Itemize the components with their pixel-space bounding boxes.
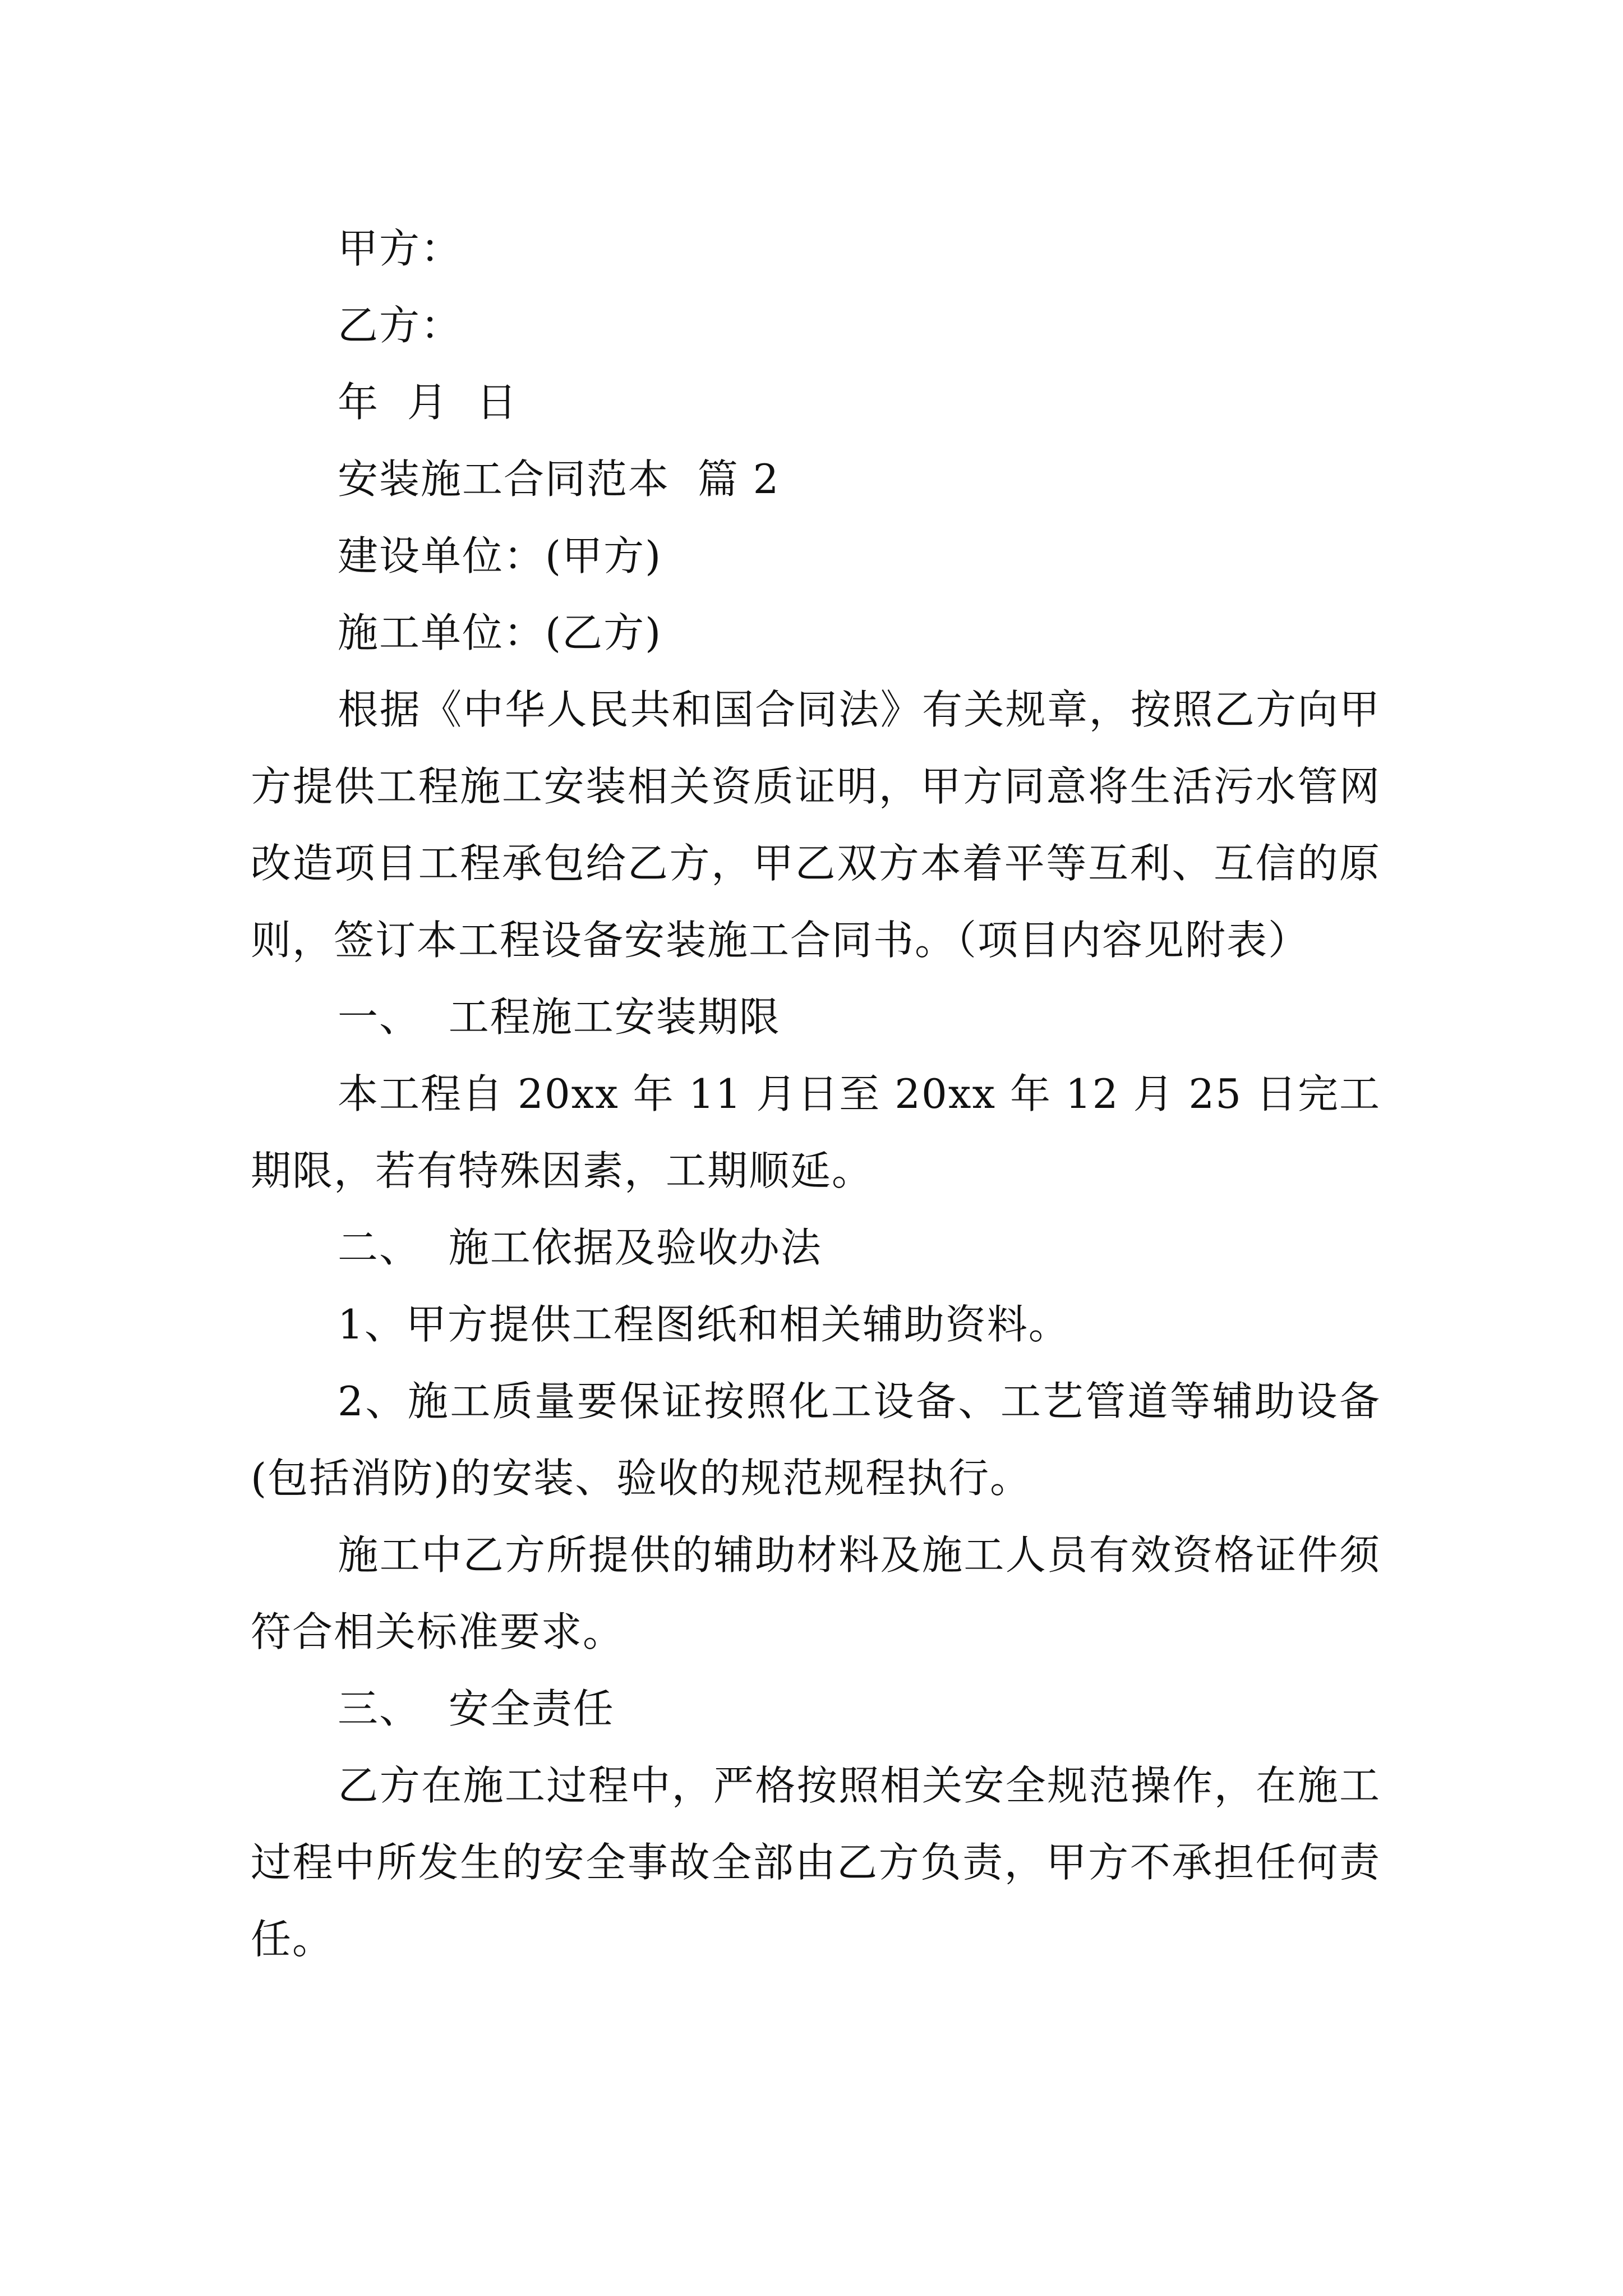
section-1-paragraph bbox=[251, 1056, 1381, 1209]
section-2-title: 二、 施工依据及验收办法 bbox=[338, 1224, 822, 1271]
party-b-label: 乙方： bbox=[338, 302, 463, 349]
section-2-item-2 bbox=[251, 1363, 1381, 1517]
intro-paragraph bbox=[251, 671, 1381, 979]
date-placeholder: 年 月 日 bbox=[338, 379, 518, 426]
section-2-paragraph bbox=[251, 1517, 1381, 1671]
section-3-text: 乙方在施工过程中，严格按照相关安全规范操作，在施工过程中所发生的安全事故全部由乙方负责，甲方不承担任何责任。 bbox=[251, 1762, 1381, 1963]
document-body bbox=[251, 210, 1381, 1978]
section-3-title: 三、 安全责任 bbox=[338, 1685, 615, 1732]
section-2-item-1 bbox=[251, 1286, 1381, 1363]
section-3-paragraph bbox=[251, 1747, 1381, 1978]
party-a-label: 甲方： bbox=[338, 225, 463, 272]
intro-text: 根据《中华人民共和国合同法》有关规章，按照乙方向甲方提供工程施工安装相关资质证明，甲方同意将生活污水管网改造项目工程承包给乙方，甲乙双方本着平等互利、互信的原则，签订本工程设备安装施工合同书。（项目内容见附表） bbox=[251, 686, 1381, 964]
section-2-text: 施工中乙方所提供的辅助材料及施工人员有效资格证件须符合相关标准要求。 bbox=[251, 1531, 1381, 1655]
builder-unit-label: 施工单位：(乙方) bbox=[338, 609, 662, 656]
construction-unit-label: 建设单位：(甲方) bbox=[338, 532, 662, 579]
section-1-text: 本工程自 20xx 年 11 月日至 20xx 年 12 月 25 日完工期限，若有特殊因素，工期顺延。 bbox=[251, 1070, 1381, 1194]
contract-title: 安装施工合同范本 篇 2 bbox=[338, 455, 780, 503]
section-1-title: 一、 工程施工安装期限 bbox=[338, 993, 781, 1041]
section-2-item-1-text: 1、甲方提供工程图纸和相关辅助资料。 bbox=[338, 1301, 1070, 1348]
section-2-item-2-text: 2、施工质量要保证按照化工设备、工艺管道等辅助设备(包括消防)的安装、验收的规范规程执行。 bbox=[251, 1378, 1381, 1502]
